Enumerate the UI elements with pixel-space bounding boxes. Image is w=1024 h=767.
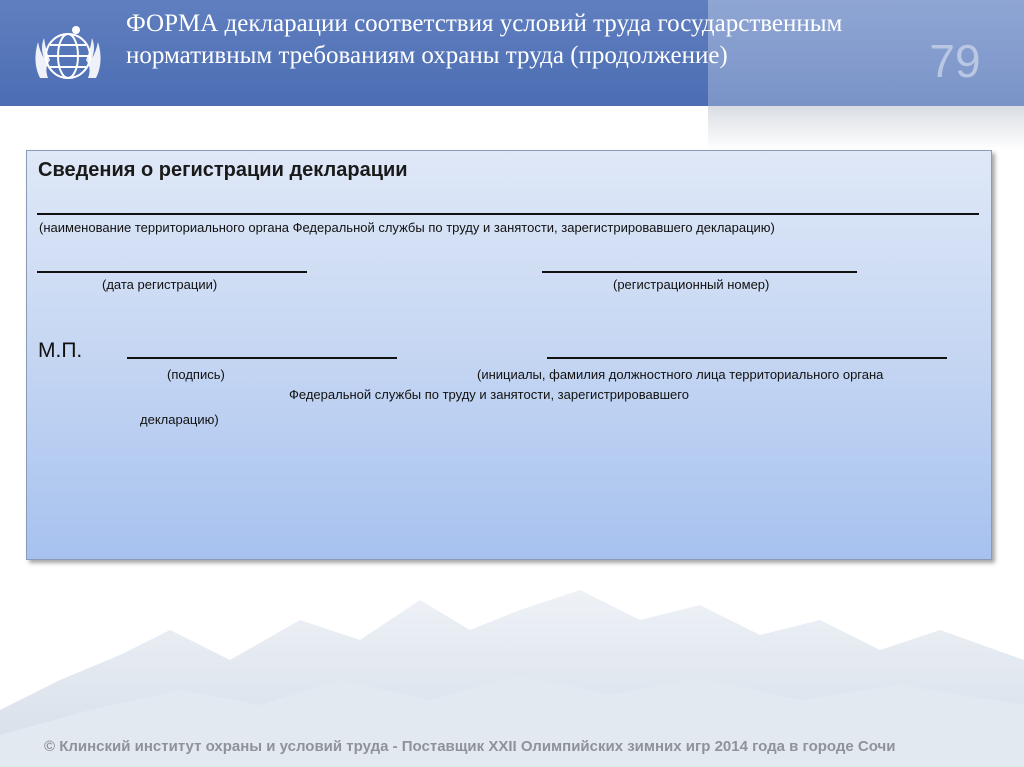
registration-number-field[interactable] [542,271,857,273]
official-name-field[interactable] [547,357,947,359]
mountains-background [0,560,1024,767]
form-heading: Сведения о регистрации декларации [38,159,408,181]
institute-logo-icon [26,18,110,90]
official-caption-line1: (инициалы, фамилия должностного лица территориального органа [477,367,884,382]
registration-number-caption: (регистрационный номер) [613,277,770,292]
org-name-field[interactable] [37,213,979,215]
footer-copyright: © Клинский институт охраны и условий труда - Поставщик XXII Олимпийских зимних игр 2014 года в городе Сочи [44,738,896,755]
official-caption-line2: Федеральной службы по труду и занятости, зарегистрировавшего [289,387,689,402]
registration-form-panel [26,150,992,560]
registration-date-caption: (дата регистрации) [102,277,218,292]
stamp-label: М.П. [38,339,83,362]
org-name-caption: (наименование территориального органа Федеральной службы по труду и занятости, зарегистрировавшего декларацию) [39,220,775,235]
slide-number: 79 [929,35,981,87]
slide-title: ФОРМА декларации соответствия условий труда государственным нормативным требованиям охраны труда (продолжение) [126,10,843,69]
signature-field[interactable] [127,357,397,359]
registration-date-field[interactable] [37,271,307,273]
signature-caption: (подпись) [167,367,225,382]
header-shadow [708,106,1024,150]
official-caption-line3: декларацию) [140,412,219,427]
